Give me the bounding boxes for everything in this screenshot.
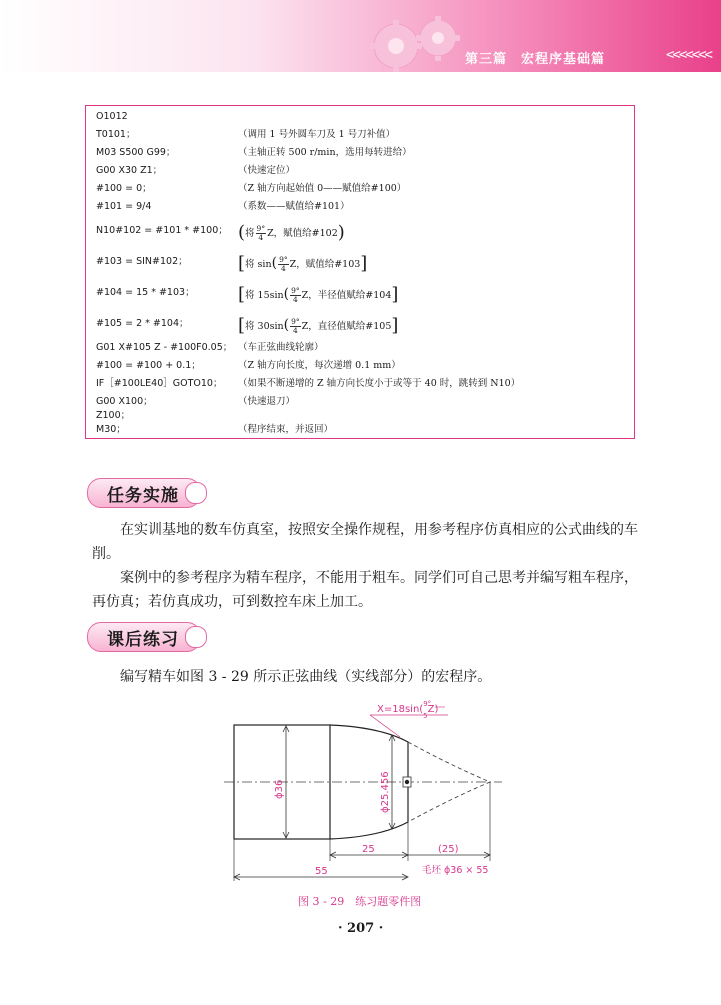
code-note: （程序结束，并返回） (238, 424, 334, 435)
code-text: G01 X#105 Z - #100F0.05； (96, 342, 233, 353)
code-text: T0101； (96, 129, 136, 140)
code-note: （系数——赋值给#101） (238, 201, 350, 212)
figure-caption: 图 3 - 29 练习题零件图 (298, 895, 422, 908)
heading-tail (185, 482, 207, 504)
fraction (256, 225, 267, 242)
formula-arrow (370, 715, 400, 737)
part-drawing (220, 695, 520, 885)
dim-25: 25 (362, 844, 375, 855)
fraction-denominator: 4 (280, 264, 286, 273)
code-text: #101 = 9/4 (96, 201, 152, 212)
dim-phi25: ϕ25.456 (380, 771, 391, 813)
note-suffix: Z，赋值给#103 (289, 259, 361, 270)
code-text: M03 S500 G99； (96, 147, 176, 158)
fraction (290, 287, 301, 304)
code-note: （调用 1 号外圆车刀及 1 号刀补值） (238, 129, 396, 140)
code-text: #100 = 0； (96, 183, 152, 194)
code-text: O1012 (96, 111, 128, 122)
formula-denominator: 5 (423, 712, 428, 720)
code-text: #103 = SIN#102； (96, 256, 188, 267)
formula-suffix: Z) (427, 704, 439, 715)
code-text: #105 = 2 * #104； (96, 318, 189, 329)
code-text: N10#102 = #101 * #100； (96, 225, 228, 236)
code-note: （快速退刀） (238, 396, 296, 407)
code-text: Z100； (96, 410, 131, 421)
chevron-arrows-icon: <<<<<<< (665, 47, 711, 63)
fraction-numerator: 9° (256, 224, 266, 233)
note-prefix: 将 30sin (245, 321, 284, 332)
code-note: （快速定位） (238, 165, 296, 176)
chapter-title: 第三篇 宏程序基础篇 (464, 52, 605, 67)
heading-tail (185, 626, 207, 648)
formula-numerator: 9° (423, 700, 432, 708)
note-suffix: Z，直径值赋给#105 (301, 321, 392, 332)
code-note: （Z 轴方向起始值 0——赋值给#100） (238, 183, 407, 194)
formula-prefix: X=18sin( (377, 704, 424, 715)
fraction-denominator: 4 (293, 326, 298, 335)
paragraph: 在实训基地的数车仿真室，按照安全操作规程，用参考程序仿真相应的公式曲线的车削。 (92, 522, 638, 562)
exercise-text: 编写精车如图 3 - 29 所示正弦曲线（实线部分）的宏程序。 (120, 669, 492, 685)
code-text: #104 = 15 * #103； (96, 287, 195, 298)
section-title: 任务实施 (107, 486, 179, 506)
formula-label (377, 700, 438, 720)
gears-icon (360, 6, 470, 72)
code-text: G00 X30 Z1； (96, 165, 163, 176)
code-text: IF［#100LE40］GOTO10； (96, 378, 223, 389)
code-note: （车正弦曲线轮廓） (238, 342, 324, 353)
section-heading-exercise (87, 622, 209, 652)
page-header (0, 0, 721, 72)
page-number: · 207 · (338, 921, 384, 936)
note-suffix: Z，赋值给#102 (267, 228, 338, 239)
dim-55: 55 (315, 866, 328, 877)
code-note: [将 15sin( $\frac{9^\circ}{4}$ Z，半径值赋给#104] (238, 284, 399, 305)
code-note: （主轴正转 500 r/min，选用每转进给） (238, 147, 412, 158)
section-title: 课后练习 (107, 630, 179, 650)
paragraph: 案例中的参考程序为精车程序，不能用于粗车。同学们可自己思考并编写粗车程序，再仿真；若仿真成功，可到数控车床上加工。 (92, 570, 638, 610)
code-text: #100 = #100 + 0.1； (96, 360, 201, 371)
fraction-numerator: 9° (291, 317, 300, 326)
note-prefix: 将 sin (245, 259, 272, 270)
code-text: G00 X100； (96, 396, 153, 407)
code-note: [将 sin( $\frac{9^\circ}{4}$ Z，赋值给#103] (238, 253, 368, 274)
note-prefix: 将 (245, 228, 255, 239)
dim-phi36: ϕ36 (274, 779, 285, 799)
fraction (290, 318, 301, 335)
fraction (278, 256, 289, 273)
code-note: [将 30sin( $\frac{9^\circ}{4}$ Z，直径值赋给#105] (238, 315, 399, 336)
fraction-denominator: 4 (258, 233, 264, 242)
code-note: （Z 轴方向长度，每次递增 0.1 mm） (238, 360, 401, 371)
code-note: （如果不断递增的 Z 轴方向长度小于或等于 40 时，跳转到 N10） (238, 378, 521, 389)
note-prefix: 将 15sin (245, 290, 284, 301)
stock-note: 毛坯 ϕ36 × 55 (422, 865, 489, 876)
code-text: M30； (96, 424, 126, 435)
code-note: (将 $\frac{9^\circ}{4}$ Z，赋值给#102) (238, 222, 345, 243)
dim-25-ref: (25) (438, 844, 459, 855)
program-listing (85, 105, 635, 439)
note-suffix: Z，半径值赋给#104 (301, 290, 392, 301)
fraction-numerator: 9° (279, 255, 288, 264)
fraction-numerator: 9° (291, 286, 300, 295)
reference-point (405, 780, 409, 784)
section-heading-task (87, 478, 209, 508)
fraction-denominator: 4 (293, 295, 298, 304)
